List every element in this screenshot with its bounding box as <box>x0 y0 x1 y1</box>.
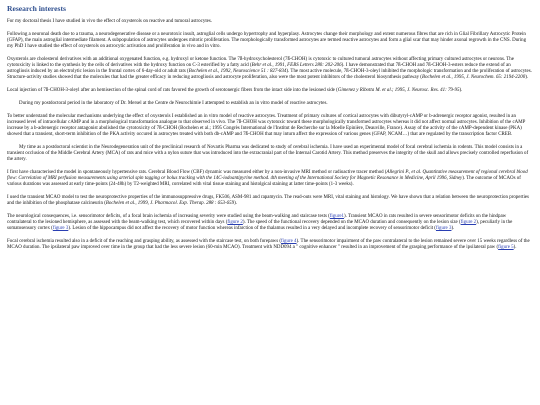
paragraph <box>7 195 532 207</box>
paragraph-text: I first have characterised the model in spontaneously hypertensive rats. Cerebral Blood Flow (CBF) dynamic was measured either by a non-invasive MRI method or radioactive tracer method ( <box>7 169 387 175</box>
document-body <box>7 19 532 251</box>
paragraph-text: My time as a postdoctoral scientist in the Neurodegeneration unit of the preclinical research of Novartis Pharma was dedicated to study of cerebral ischemia. I have used an experimental model of focal cerebral ischemia in rodents. This model consists in a transient occlusion of the Middle Cerebral Artery (MCA) of rats and mice with a nylon suture that was introduced into the extracranial part of the Internal Carotid Artery. This method preserves the integrity of the skull and allows precisely controlled reperfusion of the artery. <box>7 144 529 163</box>
paragraph-text: ). The outcome of MCAOs of various durations was assessed at early time-points (24-48h) by T2-weighted MRI, correlated with vital tissue staining and histolgical staining at latter time-points (1-3 weeks). <box>7 176 521 188</box>
paragraph-text: I used the transient MCAO model to test the neuroprotective properties of the immunosuppressive drugs, FK506, ASM-981 and rapamycin. The read-outs were MRI, vital staining and histology. We have shown that a relation between the neuroprotection properties and the inhibition of the phosphatase calcineurin ( <box>7 195 529 207</box>
paragraph <box>7 88 532 94</box>
paragraph-text: To better understand the molecular mechanisms underlying the effect of oxysterols I established an in vitro model of reactive astrocytes. Treatment of primary cultures of cortical astrocytes with dibutyryl-cAMP or b-adrenergic receptor agonist, resulted in an increased level of intracellular cAMP and in a morphological transformation analogue to that observed in vivo. The 7ß-CHOH was cytotoxic toward these morphologically transformed astrocytes whereas it did not affect normal astrocytes. Inhibition of the cAMP increase by a b-adrenergic receptor antagonist abolished the cytotoxicity of 7ß-CHOH (Bochelen et al.; 1995 Congrès International de l'Institut de Recherche sur la Moelle Epinière, Deauville, France). Assay of the activity of the cAMP-dependent kinase (PKA) showed that a transient, short-term inhibition of the PKA activity occured in astrocytes treated with both db-cAMP and 7ß-CHOH that may inturn affect the expression of various genes (GFAP, NCAM…) that are regulated by the transcription factor CREB. <box>7 113 526 138</box>
paragraph <box>7 114 532 139</box>
figure-link[interactable]: figure 3 <box>52 226 69 232</box>
paragraph <box>7 145 532 164</box>
paragraph-text: ). Transient MCAO in rats resulted in severe sensorimotor deficits on the hindpaw contralateral to the lesioned hemisphere, as assessed with the beam-walking test, which recovered within days ( <box>7 213 507 226</box>
paragraph-text: ), peculiarly in the somatosensory cortex ( <box>7 220 513 232</box>
citation-reference: Bochelen et al., 1992, Neuroscience 51 : 827-834 <box>188 69 287 75</box>
paragraph-text: ). <box>513 245 517 251</box>
paragraph-text: ). The most active molecule, 7ß-CHOH-3-oleyl inhibited the morphologic transformation and the proliferation of astrocytes. Structure-activity studies showed that the molecules that had the greater efficacy in reducing astrogliosis and astrocyte proliferation, also were the most potent inhibitors of the cholesterol biosynthesis pathway ( <box>7 69 532 81</box>
citation-reference: Bochelen et al., 1999, J. Pharmacol. Exp. Therap. 288 : 653-659 <box>105 201 235 207</box>
paragraph <box>7 32 532 51</box>
paragraph <box>7 19 532 25</box>
paragraph-text: ). I have demonstrated that 7ß-CHOH and 7ß-CHOH-3-esters reduce the extend of an astrogliosis induced by an electrolytic lesion in the frontal cortex of 6-day-old or adult rats ( <box>7 63 511 75</box>
paragraph-text: ). The speed of the functional recovery depended on the MCAO duration and consequently on the lesion size ( <box>242 220 461 226</box>
paragraph-text: ). <box>525 75 529 81</box>
citation-reference: Allegrini P., et al. Quantitative measurement of regional cerebral blood flow: Correlation of MRI perfusion measurements using arterial spin tagging or bolus tracking with the 14C-iodoantipyrine method. 4th meeting of the International Society for Magnetic Resonance in Medicine, April 1996, Sidney <box>7 169 528 182</box>
paragraph <box>7 170 532 189</box>
paragraph-text: ). The sensorimotor impairment of the paw contralateral to the lesion remained severe over 15 weeks regardless of the MCAO duration. The ipsilateral paw improved over time in the group that had the less severe lesion (60-min MCAO). Treatment with NDD094 a " cognitive enhancer " resulted in an improvement of the grasping performance of the ipsilateral paw ( <box>7 239 530 251</box>
figure-link[interactable]: figure 4 <box>281 239 297 245</box>
paragraph-text: ). <box>234 201 237 207</box>
paragraph-text: ). <box>451 226 455 232</box>
paragraph <box>7 57 532 82</box>
paragraph-text: For my doctoral thesis I have studied in vivo the effect of oxysterols on reactive and tumoral astrocytes. <box>7 19 213 24</box>
paragraph-text: During my postdoctoral period in the laboratory of Dr. Mersel at the Centre de Neurochimie I attempted to establish an in vitro model of reactive astrocytes. <box>19 100 328 106</box>
figure-link[interactable]: figure1 <box>329 213 345 219</box>
paragraph-text: Oxysterols are cholesterol derivatives with an additional oxygenated function, e.g. hydroxyl or ketone function. The 7ß-hydroxycholesterol (7ß-CHOH) is cytotoxic to cultured tumoral astrocytes without affecting primary cultured astrocytes or neurons. The cytotoxicity is linked to the synthesis by the cells of derivatives with the hydroxy function on C-3 esterified by a fatty acid ( <box>7 56 514 69</box>
paragraph-text: ). Lesion of the hippocampus did not affect the recovery of motor function whereas infarction of the thalamus resulted in a very delayed and incomplete recovery of sensorimotor deficit ( <box>68 226 436 232</box>
citation-reference: Gimenez y Ribotta M. et al.; 1995, J. Neurosc. Res. 41: 79-95 <box>337 88 460 94</box>
paragraph-text: Following a neuronal death due to a trauma, a neurodegenerative disease or a neurotoxic insult, astroglial cells undergo hypertrophy and hyperplasy. Astrocytes change their morphology and extent numerous fibres that are rich in Glial Fibrillary Astrocytic Protein (GFAP), the main astroglial intermediate filament. A subpopulation of astrocytes undergoes mitotic proliferation. The morphologically transformed astrocytes are termed reactive astrocytes and form a glial scar that may hinder axonal regrowth in the CNS. During my PhD I have studied the effect of oxysterols on astrocytic activation and proliferation in vivo and in vitro. <box>7 31 527 50</box>
paragraph-text: Focal cerebral ischemia resulted also in a deficit of the reaching and grasping ability, as assessed with the staircase test, on both forepaws ( <box>7 239 282 245</box>
page-title: Research interests <box>7 4 66 13</box>
paragraph-text: Local injection of 7ß-CHOH-3-oleyl after an hemisection of the spinal cord of rats favored the growth of serotonergic fibers from the intact side into the lesioned side ( <box>7 88 338 94</box>
figure-link[interactable]: figure 2 <box>227 220 243 226</box>
figure-link[interactable]: figure 3 <box>435 226 452 232</box>
figure-link[interactable]: figure 5 <box>498 245 514 251</box>
citation-reference: Bochelen et al., 1995, J. Neurochem. 65: 2194-2200 <box>421 75 526 81</box>
paragraph <box>7 214 532 233</box>
citation-reference: Behr et al., 1991, FEBS Letters 280: 202-206 <box>251 63 342 69</box>
paragraph-text: The neurological consequences, i.e. sensorimotor deficits, of a focal brain ischemia of increasing severity were studied using the beam-walking and staircase tests ( <box>7 213 330 219</box>
figure-link[interactable]: figure 2 <box>460 220 477 226</box>
paragraph <box>7 239 532 251</box>
paragraph-text: ). <box>459 88 463 94</box>
paragraph <box>7 101 532 107</box>
